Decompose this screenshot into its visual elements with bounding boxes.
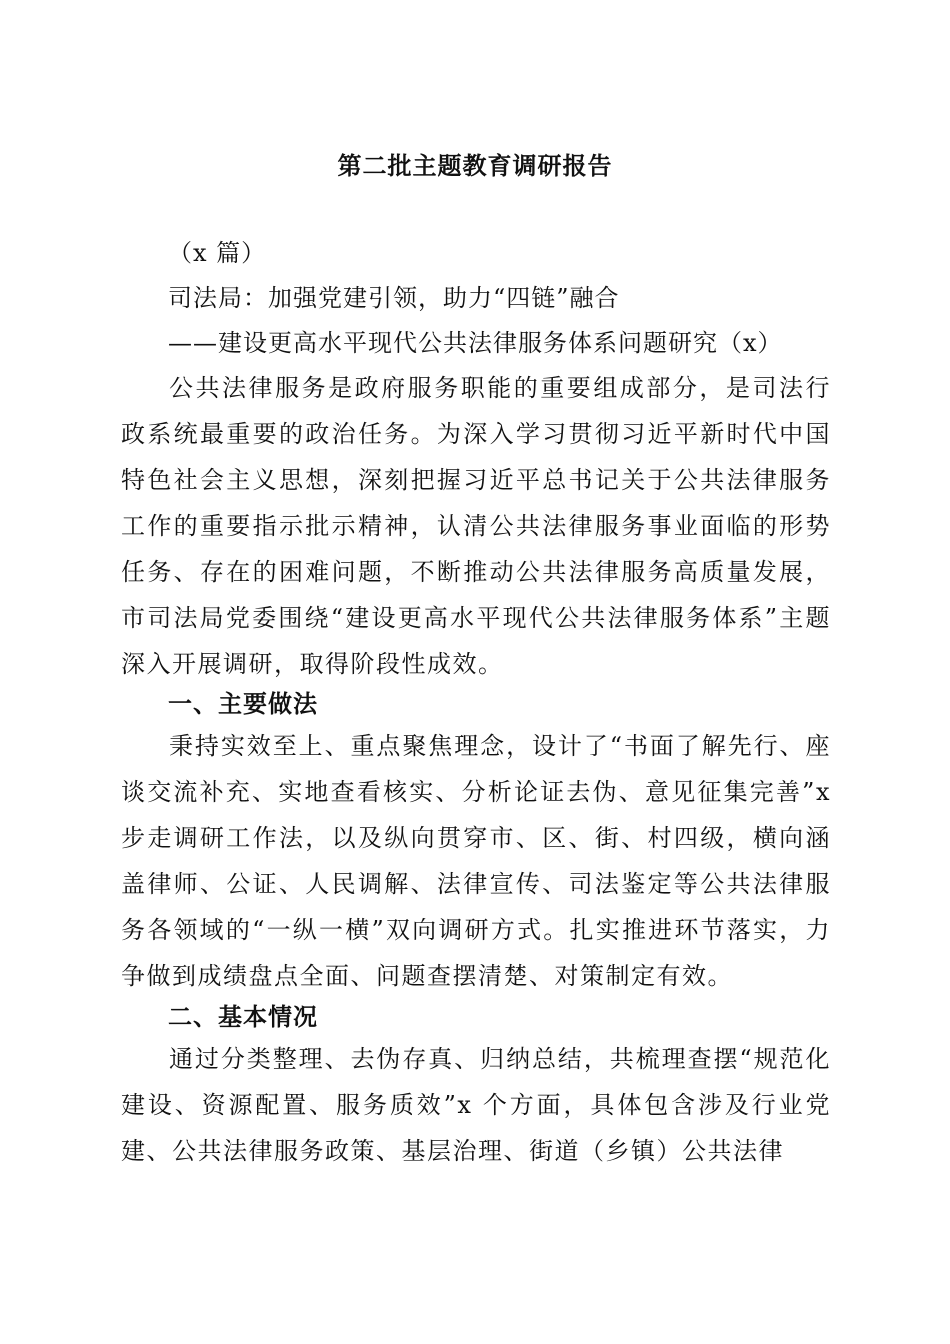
intro-paragraph: 公共法律服务是政府服务职能的重要组成部分，是司法行政系统最重要的政治任务。为深入学习贯彻习近平新时代中国特色社会主义思想，深刻把握习近平总书记关于公共法律服务工作的重要指示批示精神，认清公共法律服务事业面临的形势任务、存在的困难问题，不断推动公共法律服务高质量发展，市司法局党委围绕“建设更高水平现代公共法律服务体系”主题深入开展调研，取得阶段性成效。 xyxy=(121,374,831,678)
section-paragraph-basic-situation: 通过分类整理、去伪存真、归纳总结，共梳理查摆“规范化建设、资源配置、服务质效”x 个方面，具体包含涉及行业党建、公共法律服务政策、基层治理、街道（乡镇）公共法律 xyxy=(121,1045,831,1165)
document-title: 第二批主题教育调研报告 xyxy=(337,151,613,180)
subtitle: 司法局：加强党建引领，助力“四链”融合 xyxy=(168,284,620,312)
section-heading-basic-situation: 二、基本情况 xyxy=(168,1003,318,1031)
count-note: （x 篇） xyxy=(168,239,267,267)
section-paragraph-main-practices: 秉持实效至上、重点聚焦理念，设计了“书面了解先行、座谈交流补充、实地查看核实、分析论证去伪、意见征集完善”x 步走调研工作法，以及纵向贯穿市、区、街、村四级，横向涵盖律师、公证、人民调解、法律宣传、司法鉴定等公共法律服务各领域的“一纵一横”双向调研方式。扎实推进环节落实，力争做到成绩盘点全面、问题查摆清楚、对策制定有效。 xyxy=(121,732,831,990)
section-heading-main-practices: 一、主要做法 xyxy=(168,690,318,718)
sub-subtitle: ——建设更高水平现代公共法律服务体系问题研究（x） xyxy=(168,329,783,357)
